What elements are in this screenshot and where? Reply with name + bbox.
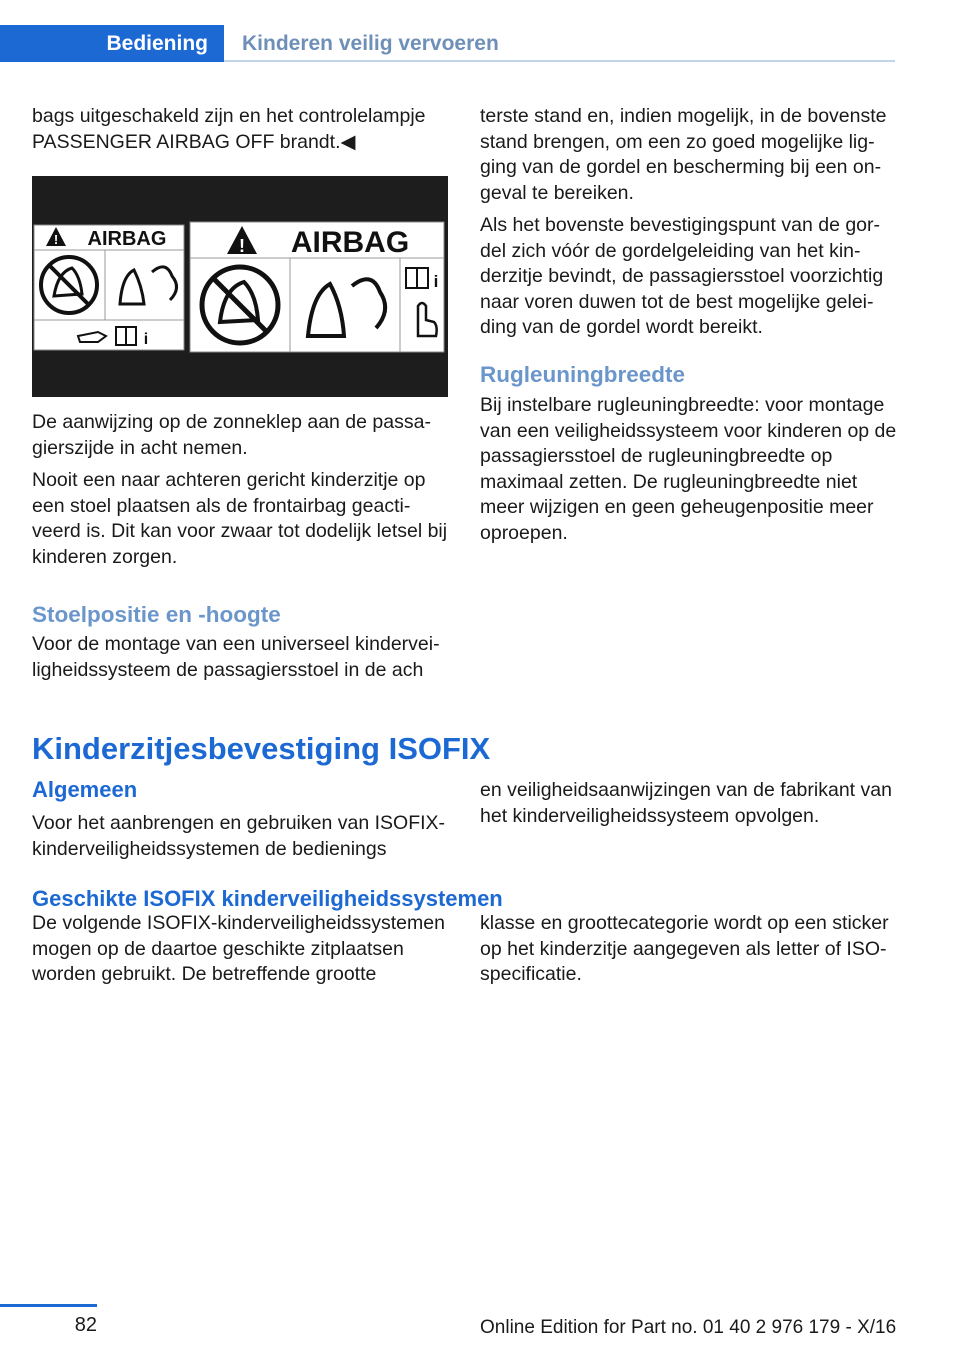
paragraph-isofix-general-cont: en veiligheidsaanwijzingen van de fabrikant van het kinderveiligheidssysteem opvolgen. [480, 779, 892, 827]
heading-backrest-width: Rugleuningbreedte [480, 362, 686, 387]
svg-text:!: ! [239, 236, 245, 256]
tab-bediening[interactable] [0, 25, 224, 62]
tab-kinderen-veilig-vervoeren[interactable]: Kinderen veilig vervoeren [242, 32, 499, 55]
isofix-general-left [32, 811, 452, 862]
heading-isofix: Kinderzitjesbevestiging ISOFIX [32, 731, 491, 766]
page-header [0, 25, 895, 62]
paragraph-suitable-systems: De volgende ISOFIX-kinderveiligheidssystemen mogen op de daartoe geschikte zitplaatsen worden gebruikt. De betreffende grootte [32, 912, 445, 985]
airbag-label-large [190, 222, 444, 352]
heading-general: Algemeen [32, 777, 138, 802]
isofix-suitable-left [32, 911, 452, 988]
heading-suitable-systems: Geschikte ISOFIX kinderveiligheidssystemen [32, 886, 503, 911]
paragraph-sun-visor: De aanwijzing op de zonneklep aan de passagierszijde in acht nemen. [32, 411, 431, 459]
isofix-general-right [480, 778, 898, 829]
paragraph-seat-position: Voor de montage van een universeel kinderveiligheidssysteem de passagiersstoel in de ach [32, 633, 440, 681]
footer-divider [0, 1304, 97, 1307]
airbag-warning-figure [32, 176, 448, 397]
paragraph-suitable-systems-cont: klasse en groottecategorie wordt op een sticker op het kinderzitje aangegeven als letter of ISO-specificatie. [480, 912, 889, 985]
right-body-text [480, 104, 898, 341]
edition-info: Online Edition for Part no. 01 40 2 976 179 - X/16 [480, 1317, 897, 1338]
heading-seat-position: Stoelpositie en -hoogte [32, 602, 281, 627]
paragraph-highest-position: terste stand en, indien mogelijk, in de bovenste stand brengen, om een zo goed mogelijke ligging van de gordel en bescherming bij een ongeval te bereiken. [480, 105, 887, 204]
airbag-label-small [34, 225, 184, 350]
isofix-suitable-right [480, 911, 898, 988]
airbag-label-small-text: AIRBAG [87, 228, 167, 250]
svg-text:i: i [433, 272, 439, 291]
svg-text:!: ! [53, 232, 59, 247]
paragraph-airbag-off: bags uitgeschakeld zijn en het controlelampje PASSENGER AIRBAG OFF brandt.◀ [32, 105, 426, 153]
header-divider [224, 60, 895, 62]
svg-text:i: i [143, 331, 149, 348]
tab-bediening-label: Bediening [106, 32, 208, 55]
paragraph-rear-facing-warning: Nooit een naar achteren gericht kinderzitje op een stoel plaatsen als de frontairbag geactiveerd is. Dit kan voor zwaar tot dodelijk letsel bij kinderen zorgen. [32, 469, 448, 568]
paragraph-isofix-general: Voor het aanbrengen en gebruiken van ISOFIX-kinderveiligheidssystemen de bedienings [32, 812, 446, 860]
left-intro-paragraph [32, 104, 452, 155]
left-seat-position-text [32, 632, 452, 683]
airbag-warning-illustration [32, 176, 448, 397]
page-number: 82 [74, 1314, 97, 1336]
left-body-text [32, 410, 452, 570]
airbag-label-large-text: AIRBAG [290, 226, 410, 259]
paragraph-backrest-width: Bij instelbare rugleuningbreedte: voor montage van een veiligheidssysteem voor kinderen op de passagiersstoel de rugleuningbreedte op maximaal zetten. De rugleuningbreedte niet meer wijzigen en geen geheugenpositie meer oproepen. [480, 394, 897, 544]
right-backrest-text [480, 393, 898, 546]
paragraph-anchor-point: Als het bovenste bevestigingspunt van de gordel zich vóór de gordelgeleiding van het kinderzitje bevindt, de passagiersstoel voorzichtig naar voren duwen tot de best mogelijke geleiding van de gordel wordt bereikt. [480, 214, 884, 338]
